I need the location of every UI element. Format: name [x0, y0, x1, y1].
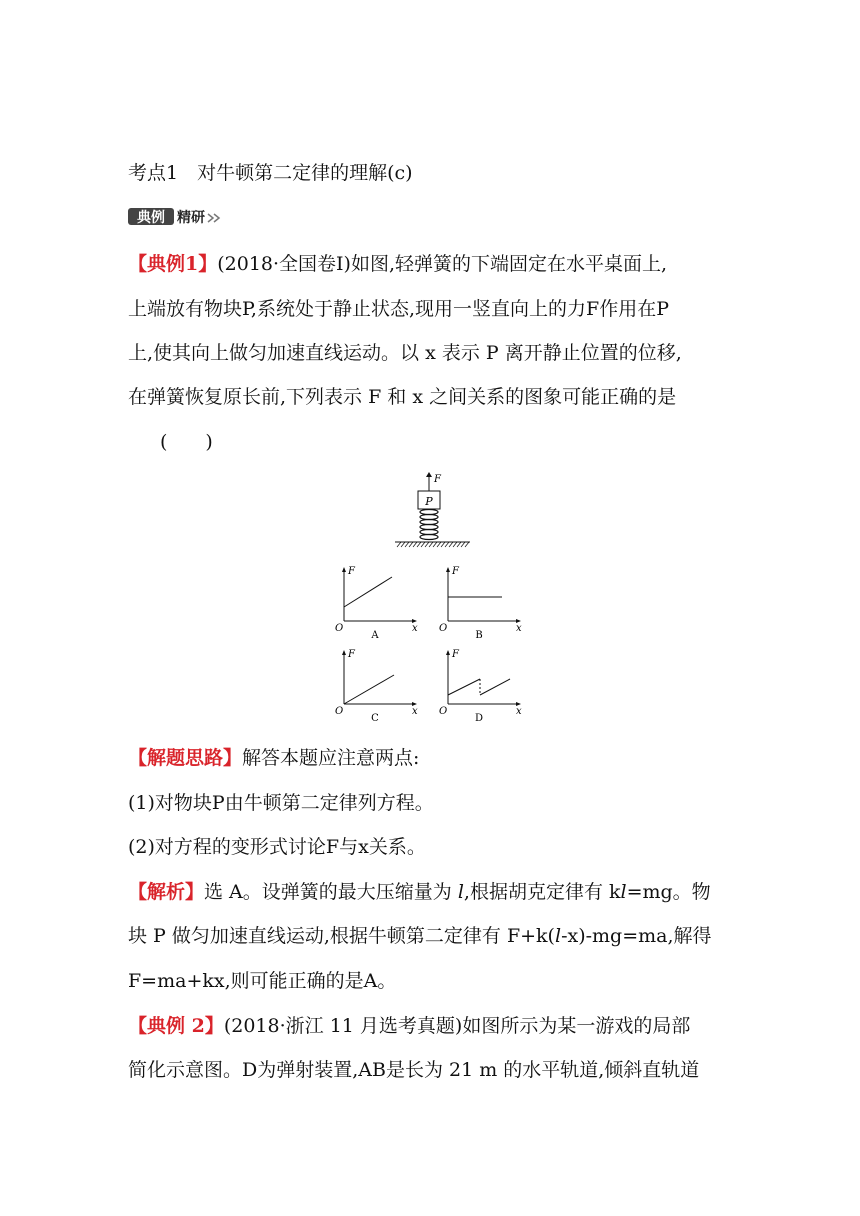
graph-a-origin: O [335, 623, 344, 634]
badge-word2: 精研 [177, 210, 205, 226]
section-heading: 考点1 对牛顿第二定律的理解(c) [128, 162, 413, 184]
graph-b-letter: B [475, 630, 483, 641]
graph-d-line1 [448, 679, 480, 695]
graph-d-origin: O [439, 706, 448, 717]
graph-d [434, 645, 529, 725]
graph-b-ylabel: F [452, 566, 459, 577]
graph-a [330, 562, 425, 642]
example2-tag: 【典例 2】 [128, 1015, 224, 1037]
example2-text1: (2018·浙江 11 月选考真题)如图所示为某一游戏的局部 [223, 1015, 691, 1037]
thinking-point1: (1)对物块P由牛顿第二定律列方程。 [128, 792, 434, 814]
graph-c-xlabel: x [412, 706, 418, 717]
analysis-l3: l [554, 925, 562, 947]
graph-d-line2 [480, 679, 510, 695]
answer-blank: ( ) [160, 431, 213, 453]
spring-coils [420, 510, 438, 540]
graph-c-ylabel: F [348, 649, 355, 660]
y-arrow-icon [342, 567, 346, 572]
analysis-text2b: -x)-mg=ma,解得 [561, 925, 712, 947]
thinking-point2: (2)对方程的变形式讨论F与x关系。 [128, 836, 426, 858]
analysis-line1 [128, 880, 738, 904]
analysis-l2: l [620, 881, 627, 903]
graph-d-ylabel: F [452, 649, 459, 660]
graph-d-letter: D [474, 713, 484, 724]
analysis-l1: l [457, 881, 464, 903]
graph-b [434, 562, 529, 642]
y-arrow-icon [446, 650, 450, 655]
arrow-head-icon [426, 472, 432, 477]
example1-line4: 在弹簧恢复原长前,下列表示 F 和 x 之间关系的图象可能正确的是 [128, 386, 677, 408]
analysis-text2a: 块 P 做匀加速直线运动,根据牛顿第二定律有 F+k( [128, 925, 555, 947]
graph-a-xlabel: x [412, 623, 418, 634]
y-arrow-icon [446, 567, 450, 572]
graph-a-letter: A [371, 630, 379, 641]
thinking-line [128, 746, 738, 770]
block-label: P [425, 495, 433, 508]
analysis-line3: F=ma+kx,则可能正确的是A。 [128, 970, 397, 992]
force-label: F [434, 474, 441, 485]
y-arrow-icon [342, 650, 346, 655]
graph-a-line [344, 577, 392, 607]
thinking-intro: 解答本题应注意两点: [242, 747, 420, 769]
example1-line1 [128, 252, 738, 276]
thinking-tag: 【解题思路】 [128, 747, 243, 769]
graph-a-ylabel: F [348, 566, 355, 577]
table-hatching [397, 542, 469, 547]
example-badge [128, 205, 224, 227]
spring-figure [390, 470, 480, 550]
graph-c-origin: O [335, 706, 344, 717]
example1-tag: 【典例1】 [128, 253, 218, 275]
double-arrow-icon [208, 214, 219, 222]
graph-b-xlabel: x [516, 623, 522, 634]
example1-text1: (2018·全国卷Ⅰ)如图,轻弹簧的下端固定在水平桌面上, [217, 253, 668, 275]
graph-c [330, 645, 425, 725]
example1-line3: 上,使其向上做匀加速直线运动。以 x 表示 P 离开静止位置的位移, [128, 342, 682, 364]
graph-c-line [344, 675, 394, 704]
badge-word1: 典例 [137, 210, 165, 226]
graph-c-letter: C [371, 713, 379, 724]
example1-line2: 上端放有物块P,系统处于静止状态,现用一竖直向上的力F作用在P [128, 298, 669, 320]
analysis-line2 [128, 924, 738, 948]
example2-line1 [128, 1014, 738, 1038]
example2-line2: 简化示意图。D为弹射装置,AB是长为 21 m 的水平轨道,倾斜直轨道 [128, 1059, 700, 1081]
analysis-tag: 【解析】 [128, 881, 205, 903]
analysis-text1c: =mg。物 [626, 881, 711, 903]
analysis-text1b: ,根据胡克定律有 k [463, 881, 621, 903]
graph-b-origin: O [439, 623, 448, 634]
graph-d-xlabel: x [516, 706, 522, 717]
analysis-text1a: 选 A。设弹簧的最大压缩量为 [204, 881, 458, 903]
